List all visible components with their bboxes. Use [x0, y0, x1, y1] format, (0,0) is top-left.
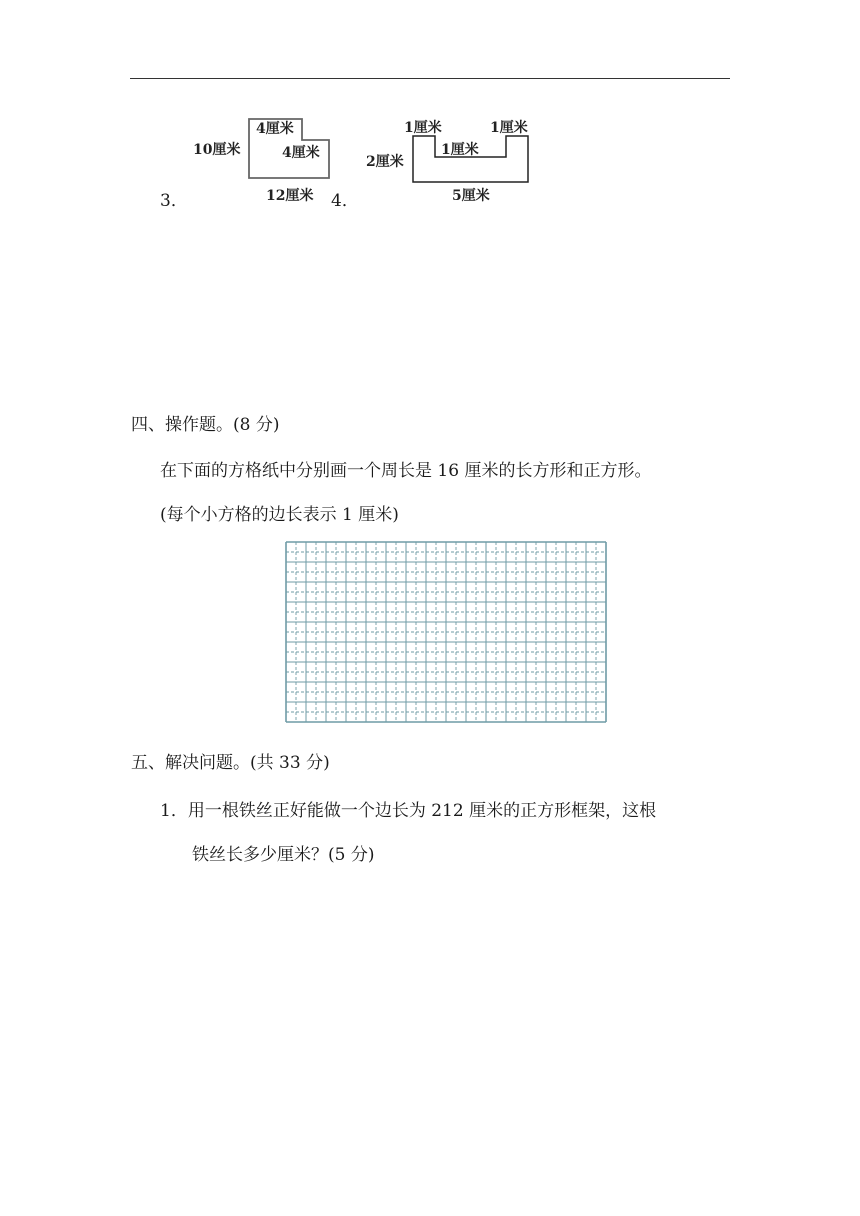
figure-3-left-label: 10厘米 [193, 142, 241, 158]
figure-3-inner-label: 4厘米 [282, 145, 320, 161]
item-3-number: 3． [160, 191, 188, 211]
question-1-line-2: 铁丝长多少厘米？(5 分) [192, 845, 375, 865]
section-4-note: (每个小方格的边长表示 1 厘米) [160, 505, 399, 525]
figure-4-inner-label: 1厘米 [441, 142, 479, 158]
graph-paper-grid[interactable] [284, 540, 608, 724]
figure-3-top-label: 4厘米 [256, 121, 294, 137]
section-4-instruction: 在下面的方格纸中分别画一个周长是 16 厘米的长方形和正方形。 [160, 461, 652, 481]
question-1-line-1: 1．用一根铁丝正好能做一个边长为 212 厘米的正方形框架，这根 [160, 801, 657, 821]
figure-4-left-label: 2厘米 [366, 154, 404, 170]
figure-3-bottom-label: 12厘米 [266, 188, 314, 204]
section-5-heading: 五、解决问题。(共 33 分) [131, 753, 330, 773]
figure-4-bottom-label: 5厘米 [452, 188, 490, 204]
top-rule [130, 78, 730, 79]
item-4-number: 4． [331, 191, 359, 211]
figure-4-top-right-label: 1厘米 [490, 120, 528, 136]
figure-4-top-left-label: 1厘米 [404, 120, 442, 136]
section-4-heading: 四、操作题。(8 分) [131, 415, 280, 435]
